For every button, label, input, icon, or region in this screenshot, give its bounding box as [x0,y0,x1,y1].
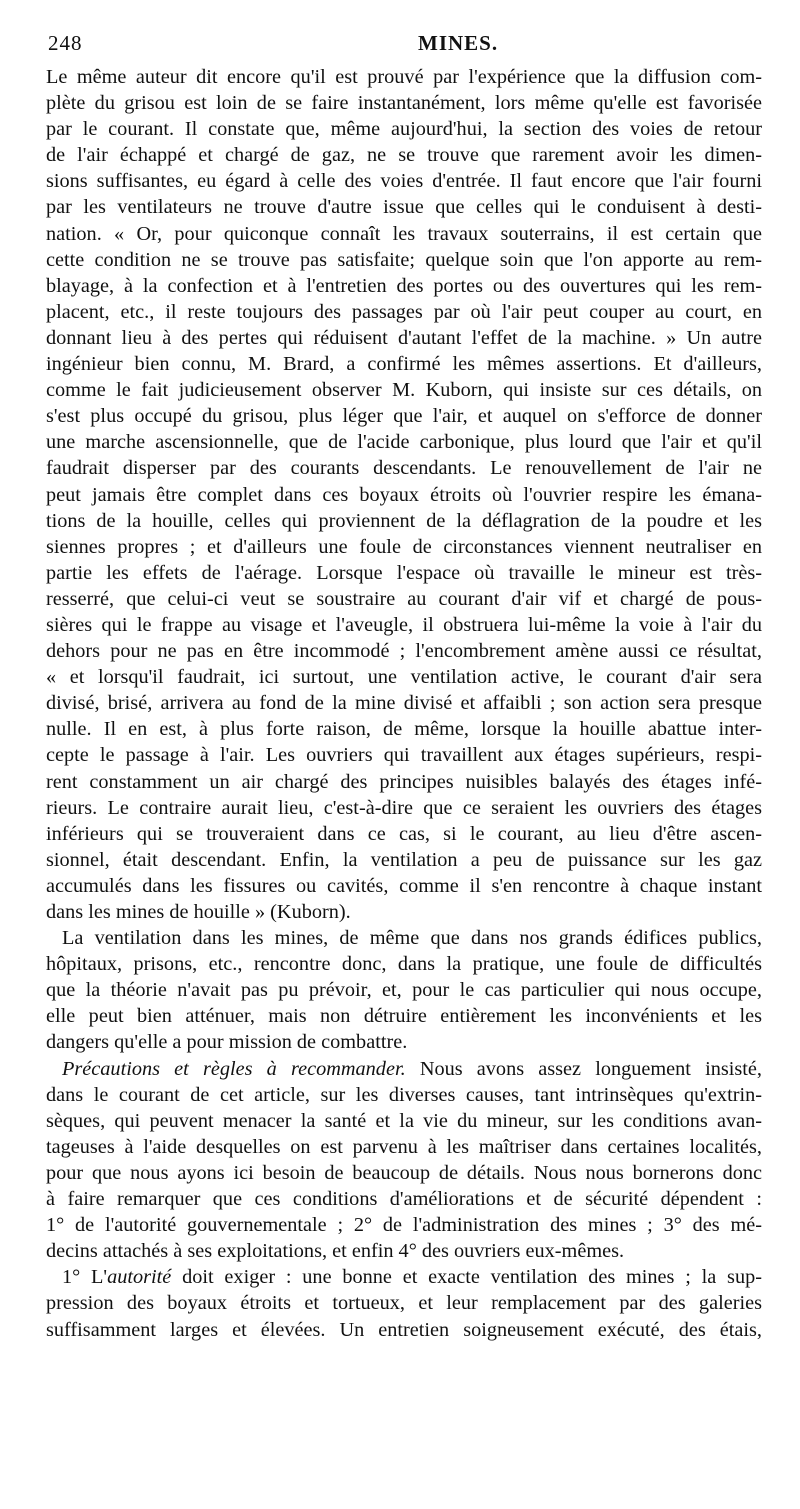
text-line: s'est plus occupé du grisou, plus léger que l'air, et auquel on s'efforce de donner [46,405,762,428]
page-number: 248 [48,31,83,55]
text-line: ingénieur bien connu, M. Brard, a confirmé les mêmes assertions. Et d'ailleurs, [46,353,762,376]
text-line: blayage, à la confection et à l'entretien des portes ou des ouvertures qui les rem- [46,274,762,297]
text-line: par les ventilateurs ne trouve d'autre issue que celles qui le conduisent à desti- [46,196,762,219]
text-run: doit exiger : une bonne et exacte ventilation des mines ; la sup- [171,1266,762,1289]
paragraph-4 [46,1264,762,1342]
text-line: une marche ascensionnelle, que de l'acide carbonique, plus lourd que l'air et qu'il [46,431,762,454]
text-line: peut jamais être complet dans ces boyaux étroits où l'ouvrier respire les émana- [46,483,762,506]
text-line: tions de la houille, celles qui proviennent de la déflagration de la poudre et les [46,509,762,532]
text-line: sières qui le frappe au visage et l'aveugle, il obstruera lui-même la voie à l'air du [46,613,762,636]
text-line: à faire remarquer que ces conditions d'améliorations et de sécurité dépendent : [46,1188,762,1211]
text-line: dangers qu'elle a pour mission de combattre. [46,1031,408,1054]
text-line: comme le fait judicieusement observer M. Kuborn, qui insiste sur ces détails, on [46,379,762,402]
text-line: cepte le passage à l'air. Les ouvriers qui travaillent aux étages supérieurs, respi- [46,744,762,767]
text-line: sionnel, était descendant. Enfin, la ventilation a peu de puissance sur les gaz [46,848,762,871]
paragraph-2 [46,925,762,1055]
text-line: elle peut bien atténuer, mais non détruire entièrement les inconvénients et les [46,1005,762,1028]
text-line: par le courant. Il constate que, même aujourd'hui, la section des voies de retour [46,118,762,141]
text-line: de l'air échappé et chargé de gaz, ne se trouve que rarement avoir les dimen- [46,144,762,167]
running-head: MINES. [418,31,499,55]
text-line: siennes propres ; et d'ailleurs une foule de circonstances viennent neutraliser en [46,535,762,558]
text-line: tageuses à l'aide desquelles on est parvenu à les maîtriser dans certaines localités, [46,1135,762,1158]
section-heading: Précautions et règles à recommander. [62,1057,406,1080]
text-line: rieurs. Le contraire aurait lieu, c'est-à-dire que ce seraient les ouvriers des étages [46,796,762,819]
text-line: accumulés dans les fissures ou cavités, comme il s'en rencontre à chaque instant [46,874,762,897]
text-line: nulle. Il en est, à plus forte raison, de même, lorsque la houille abattue inter- [46,718,762,741]
text-line: resserré, que celui-ci veut se soustraire au courant d'air vif et chargé de pous- [46,587,762,610]
text-line: partie les effets de l'aérage. Lorsque l'espace où travaille le mineur est très- [46,561,762,584]
text-line: nation. « Or, pour quiconque connaît les travaux souterrains, il est certain que [46,222,762,245]
paragraph-1 [46,64,762,925]
text-run: Nous avons assez longuement insisté, [405,1057,762,1080]
text-line: hôpitaux, prisons, etc., rencontre donc, dans la pratique, une foule de difficultés [46,953,762,976]
text-line [46,1056,762,1082]
text-line: plète du grisou est loin de se faire instantanément, lors même qu'elle est favorisée [46,92,762,115]
text-line: 1° de l'autorité gouvernementale ; 2° de l'administration des mines ; 3° des mé- [46,1214,762,1237]
page-header [48,28,760,58]
paragraph-3 [46,1056,762,1265]
text-line: La ventilation dans les mines, de même que dans nos grands édifices publics, [62,927,762,950]
text-line: que la théorie n'avait pas pu prévoir, et, pour le cas particulier qui nous occupe, [46,979,762,1002]
text-run: 1° L' [62,1266,108,1289]
text-line: sèques, qui peuvent menacer la santé et la vie du mineur, sur les conditions avan- [46,1109,762,1132]
text-line: rent constamment un air chargé des principes nuisibles balayés des étages infé- [46,770,762,793]
text-line: dans les mines de houille » (Kuborn). [46,901,351,923]
text-line: pression des boyaux étroits et tortueux, et leur remplacement par des galeries [46,1292,762,1315]
text-line: pour que nous ayons ici besoin de beaucoup de détails. Nous nous bornerons donc [46,1161,762,1184]
text-line: dehors pour ne pas en être incommodé ; l'encombrement amène aussi ce résultat, [46,640,762,663]
text-line: inférieurs qui se trouveraient dans ce cas, si le courant, au lieu d'être ascen- [46,822,762,845]
text-line: cette condition ne se trouve pas satisfaite; quelque soin que l'on apporte au rem- [46,248,762,271]
text-line: donnant lieu à des pertes qui réduisent d'autant l'effet de la machine. » Un autre [46,326,762,349]
text-line: sions suffisantes, eu égard à celle des voies d'entrée. Il faut encore que l'air fourni [46,170,762,193]
emphasis-word: autorité [107,1266,172,1289]
text-line: « et lorsqu'il faudrait, ici surtout, une ventilation active, le courant d'air sera [46,666,762,689]
text-line: placent, etc., il reste toujours des passages par où l'air peut couper au court, en [46,300,762,323]
body-text [46,64,762,1343]
text-line: dans le courant de cet article, sur les diverses causes, tant intrinsèques qu'extrin- [46,1083,762,1106]
text-line: divisé, brisé, arrivera au fond de la mine divisé et affaibli ; son action sera presque [46,692,762,715]
text-line [46,1264,762,1290]
text-line: faudrait disperser par des courants descendants. Le renouvellement de l'air ne [46,457,762,480]
text-line: suffisamment larges et élevées. Un entretien soigneusement exécuté, des étais, [46,1318,762,1341]
text-line: Le même auteur dit encore qu'il est prouvé par l'expérience que la diffusion com- [46,66,762,88]
text-line: decins attachés à ses exploitations, et enfin 4° des ouvriers eux-mêmes. [46,1240,625,1263]
